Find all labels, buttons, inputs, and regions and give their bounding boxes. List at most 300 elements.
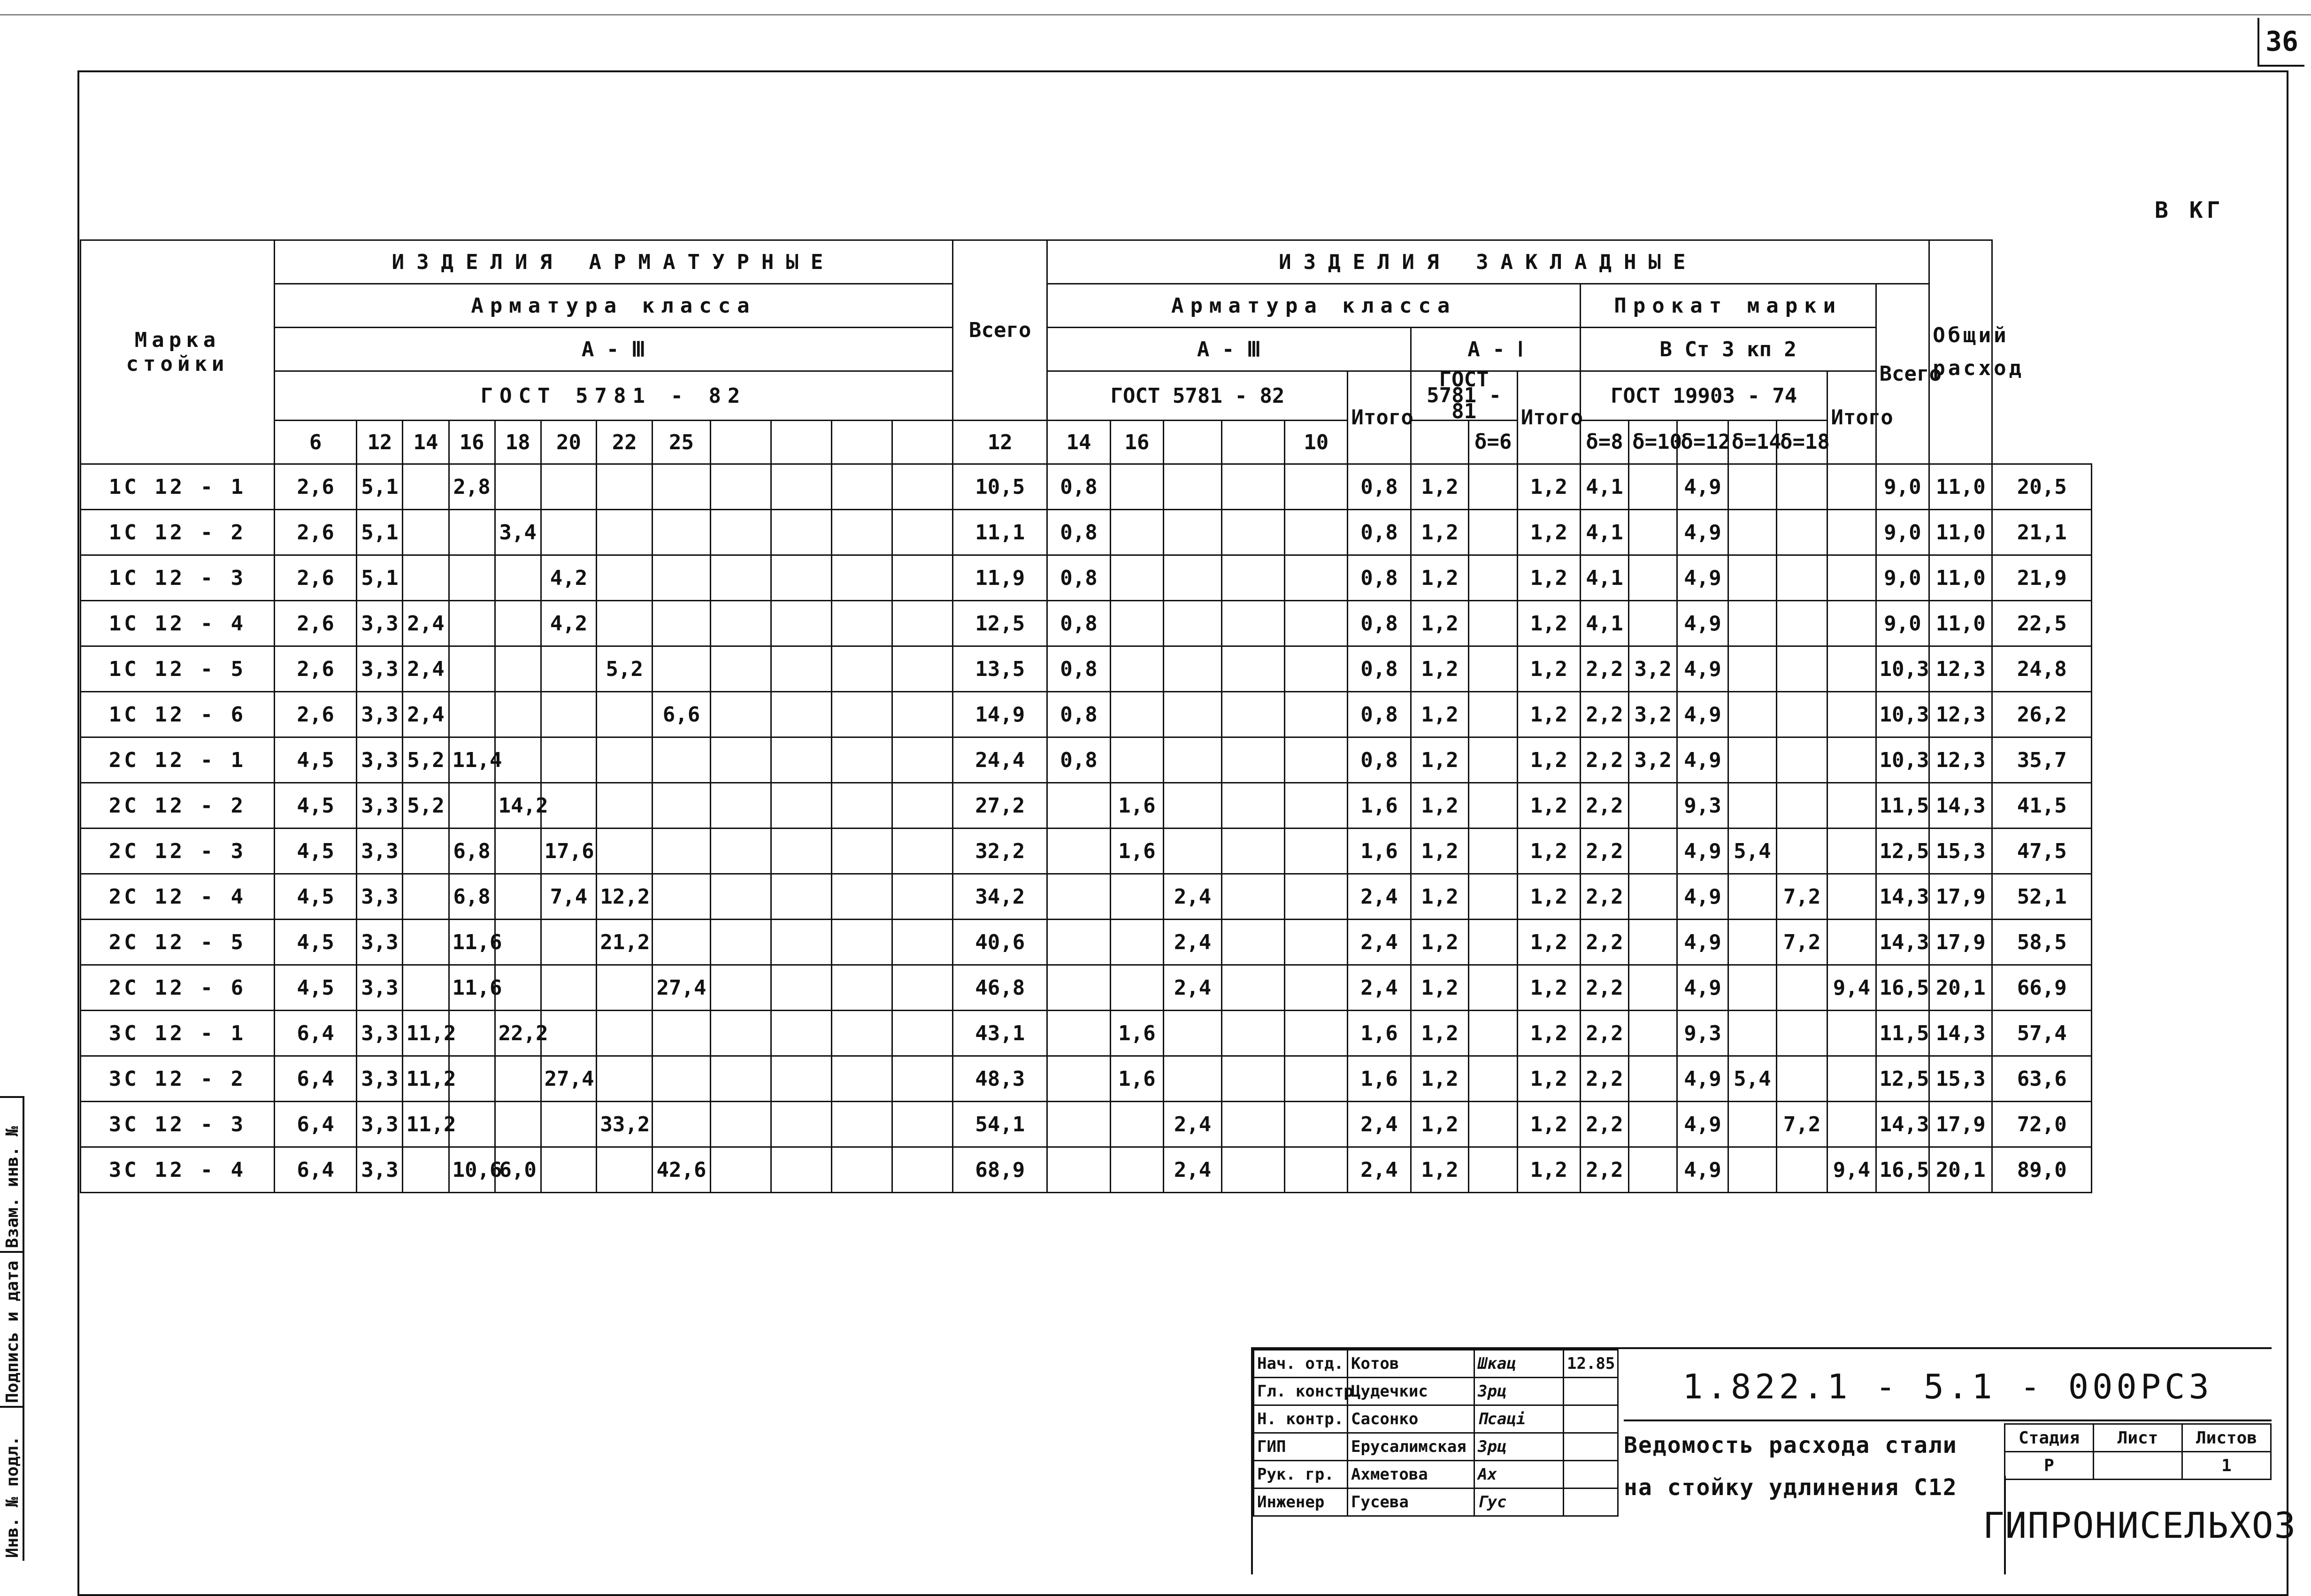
reinf-total: 27,2 (953, 783, 1047, 829)
reinf-cell: 11,6 (449, 920, 495, 965)
sheet-value (2094, 1452, 2182, 1480)
emb-a3-cell: 2,4 (1164, 920, 1222, 965)
reinf-cell: 5,1 (357, 464, 403, 510)
rolled-cell (1629, 874, 1677, 920)
rolled-cell (1776, 510, 1827, 555)
dia-reinf-0: 6 (274, 421, 356, 464)
reinf-cell: 5,1 (357, 510, 403, 555)
rolled-cell (1629, 555, 1677, 601)
reinf-cell: 4,5 (274, 829, 356, 874)
reinf-cell: 12,2 (597, 874, 653, 920)
signature-table (1253, 1349, 1619, 1517)
document-title: Ведомость расхода стали на стойку удлинения С12 (1624, 1432, 1958, 1501)
reinf-cell (710, 646, 771, 692)
reinf-cell (597, 1056, 653, 1102)
emb-a3-cell (1285, 555, 1348, 601)
mark-header: Марка стойки (81, 240, 275, 464)
reinf-cell: 6,0 (495, 1147, 541, 1193)
rolled-itogo: 14,3 (1876, 1102, 1929, 1147)
emb-a3-cell (1164, 1056, 1222, 1102)
signature-mark: Зрц (1474, 1378, 1564, 1405)
reinf-cell (653, 1056, 711, 1102)
emb-total: 11,0 (1929, 464, 1992, 510)
row-mark: 2С 12 - 3 (81, 829, 275, 874)
emb-a3-cell (1285, 464, 1348, 510)
emb-a3-cell (1222, 464, 1285, 510)
reinf-cell: 4,2 (541, 601, 597, 646)
rolled-cell (1776, 464, 1827, 510)
signature-row (1254, 1433, 1618, 1461)
reinf-cell: 6,6 (653, 692, 711, 737)
emb-a3-itogo: 2,4 (1348, 874, 1411, 920)
rolled-cell (1629, 965, 1677, 1011)
reinf-cell (892, 510, 953, 555)
emb-a1-itogo: 1,2 (1517, 692, 1580, 737)
reinf-total: 10,5 (953, 464, 1047, 510)
reinf-cell: 4,5 (274, 737, 356, 783)
signature-name: Гусева (1348, 1489, 1474, 1516)
reinf-cell: 3,3 (357, 692, 403, 737)
emb-a3-cell (1222, 692, 1285, 737)
reinf-cell (710, 464, 771, 510)
emb-a1-cell (1469, 464, 1517, 510)
dia-emb-a1-1 (1411, 421, 1469, 464)
reinf-cell (597, 464, 653, 510)
rolled-cell (1776, 1011, 1827, 1056)
rolled-cell (1827, 737, 1876, 783)
rolled-cell: 3,2 (1629, 692, 1677, 737)
reinf-cell (495, 555, 541, 601)
reinf-cell (541, 1147, 597, 1193)
emb-a3-cell (1222, 737, 1285, 783)
emb-a1-cell (1469, 737, 1517, 783)
emb-a3-itogo: 1,6 (1348, 1011, 1411, 1056)
emb-rebar-class-header: Арматура класса (1047, 284, 1581, 328)
reinf-cell: 2,6 (274, 692, 356, 737)
side-approval-strip: Взам. инв. № Подпись и дата Инв. № подл. (0, 1096, 24, 1561)
emb-a3-cell (1285, 920, 1348, 965)
emb-a3-cell (1222, 920, 1285, 965)
emb-a1-itogo: 1,2 (1517, 965, 1580, 1011)
rolled-itogo: 9,0 (1876, 464, 1929, 510)
pr-itogo-header: Итого (1827, 371, 1876, 464)
reinf-cell (771, 1056, 831, 1102)
signature-mark: Псаці (1474, 1405, 1564, 1433)
reinf-cell (541, 1102, 597, 1147)
general-total: 22,5 (1992, 601, 2092, 646)
reinf-cell (449, 646, 495, 692)
rolled-cell: 9,3 (1677, 1011, 1728, 1056)
reinf-cell (597, 555, 653, 601)
table-row (81, 874, 2237, 920)
emb-a3-cell: 0,8 (1047, 692, 1110, 737)
rolled-cell: 4,9 (1677, 646, 1728, 692)
reinf-cell (495, 692, 541, 737)
rolled-cell (1728, 874, 1776, 920)
rolled-cell (1776, 1056, 1827, 1102)
reinf-cell: 11,4 (449, 737, 495, 783)
emb-a1-itogo: 1,2 (1517, 1147, 1580, 1193)
rolled-itogo: 9,0 (1876, 510, 1929, 555)
emb-a3-cell (1164, 646, 1222, 692)
table-row (81, 1011, 2237, 1056)
rolled-cell (1629, 601, 1677, 646)
reinf-cell (541, 692, 597, 737)
emb-a3-cell (1110, 874, 1164, 920)
reinf-cell (832, 646, 892, 692)
thickness-2: δ=10 (1629, 421, 1677, 464)
emb-a1-itogo: 1,2 (1517, 1056, 1580, 1102)
reinf-cell: 6,4 (274, 1011, 356, 1056)
rolled-cell (1629, 1011, 1677, 1056)
rolled-itogo: 9,0 (1876, 601, 1929, 646)
rolled-cell (1827, 510, 1876, 555)
reinf-cell (449, 601, 495, 646)
reinf-cell (403, 874, 449, 920)
rolled-cell (1728, 601, 1776, 646)
emb-a1-cell (1469, 601, 1517, 646)
emb-total: 17,9 (1929, 874, 1992, 920)
rolled-cell (1827, 920, 1876, 965)
emb-a3-cell (1164, 510, 1222, 555)
emb-a1-cell (1469, 783, 1517, 829)
top-border-line (0, 14, 2311, 15)
emb-a3-cell: 2,4 (1164, 965, 1222, 1011)
general-total: 66,9 (1992, 965, 2092, 1011)
rolled-cell: 2,2 (1580, 874, 1628, 920)
row-mark: 1С 12 - 1 (81, 464, 275, 510)
reinf-total: 12,5 (953, 601, 1047, 646)
emb-a3-cell (1222, 555, 1285, 601)
reinf-cell (771, 965, 831, 1011)
emb-a3-cell (1285, 646, 1348, 692)
emb-a3-cell: 0,8 (1047, 464, 1110, 510)
rolled-itogo: 12,5 (1876, 829, 1929, 874)
rolled-cell: 7,2 (1776, 874, 1827, 920)
emb-a3-cell: 1,6 (1110, 829, 1164, 874)
emb-a3-itogo: 0,8 (1348, 601, 1411, 646)
signature-name: Ахметова (1348, 1461, 1474, 1489)
general-total: 35,7 (1992, 737, 2092, 783)
table-row (81, 692, 2237, 737)
reinf-cell (653, 737, 711, 783)
reinf-cell (892, 692, 953, 737)
rolled-cell: 4,9 (1677, 1102, 1728, 1147)
general-total: 21,1 (1992, 510, 2092, 555)
general-total: 26,2 (1992, 692, 2092, 737)
signature-name: Сасонко (1348, 1405, 1474, 1433)
rolled-cell: 2,2 (1580, 692, 1628, 737)
emb-a3-cell (1285, 510, 1348, 555)
reinf-cell (832, 1147, 892, 1193)
dia-reinf-5: 20 (541, 421, 597, 464)
emb-a1-itogo: 1,2 (1517, 646, 1580, 692)
rolled-cell: 2,2 (1580, 646, 1628, 692)
reinf-cell (892, 1056, 953, 1102)
rolled-cell: 2,2 (1580, 1011, 1628, 1056)
rolled-cell: 2,2 (1580, 965, 1628, 1011)
emb-total: 20,1 (1929, 1147, 1992, 1193)
rolled-itogo: 10,3 (1876, 646, 1929, 692)
reinf-cell (892, 1102, 953, 1147)
reinf-cell: 5,2 (403, 783, 449, 829)
rolled-itogo: 12,5 (1876, 1056, 1929, 1102)
emb-a3-itogo: 1,6 (1348, 1056, 1411, 1102)
table-row (81, 510, 2237, 555)
stage-label: Стадия (2005, 1424, 2094, 1452)
reinf-cell: 11,2 (403, 1056, 449, 1102)
row-mark: 1С 12 - 4 (81, 601, 275, 646)
emb-a3-cell (1164, 737, 1222, 783)
emb-a1-cell: 1,2 (1411, 692, 1469, 737)
emb-a3-cell (1110, 510, 1164, 555)
emb-a3-cell (1285, 692, 1348, 737)
rolled-cell (1728, 464, 1776, 510)
emb-gost-5781-header: ГОСТ 5781 - 82 (1047, 371, 1348, 421)
reinf-cell (495, 874, 541, 920)
reinf-cell (541, 965, 597, 1011)
signature-name: Цудечкис (1348, 1378, 1474, 1405)
emb-a1-cell: 1,2 (1411, 510, 1469, 555)
emb-total: 14,3 (1929, 1011, 1992, 1056)
reinf-cell (597, 692, 653, 737)
reinf-cell: 11,2 (403, 1011, 449, 1056)
emb-a3-cell (1047, 829, 1110, 874)
reinf-cell: 3,3 (357, 920, 403, 965)
thickness-1: δ=8 (1580, 421, 1628, 464)
emb-a1-cell (1469, 874, 1517, 920)
emb-total: 20,1 (1929, 965, 1992, 1011)
emb-a3-cell (1222, 646, 1285, 692)
reinf-cell (710, 555, 771, 601)
rolled-cell: 2,2 (1580, 1056, 1628, 1102)
dia-emb-a3-0: 12 (953, 421, 1047, 464)
reinf-cell (403, 829, 449, 874)
row-mark: 1С 12 - 6 (81, 692, 275, 737)
dia-emb-a1-0: 10 (1285, 421, 1348, 464)
reinf-total: 11,1 (953, 510, 1047, 555)
row-mark: 2С 12 - 2 (81, 783, 275, 829)
reinf-cell (832, 1056, 892, 1102)
reinf-cell (832, 464, 892, 510)
signature-date (1564, 1461, 1618, 1489)
emb-a3-cell (1047, 920, 1110, 965)
rolled-cell (1728, 965, 1776, 1011)
a3-itogo-header: Итого (1348, 371, 1411, 464)
emb-a3-cell (1285, 965, 1348, 1011)
emb-a1-cell: 1,2 (1411, 1147, 1469, 1193)
emb-a3-cell: 0,8 (1047, 646, 1110, 692)
reinf-cell (653, 829, 711, 874)
group-reinforcement-header: ИЗДЕЛИЯ АРМАТУРНЫЕ (274, 240, 952, 284)
signature-date (1564, 1405, 1618, 1433)
reinf-cell: 3,3 (357, 1056, 403, 1102)
gost-19903-header: ГОСТ 19903 - 74 (1580, 371, 1827, 421)
document-code: 1.822.1 - 5.1 - 000РС3 (1624, 1354, 2272, 1421)
reinf-cell (653, 510, 711, 555)
reinf-cell (771, 646, 831, 692)
rolled-cell (1827, 601, 1876, 646)
emb-a3-cell (1110, 920, 1164, 965)
reinf-total: 14,9 (953, 692, 1047, 737)
emb-a1-itogo: 1,2 (1517, 601, 1580, 646)
emb-a1-cell (1469, 646, 1517, 692)
emb-a1-cell: 1,2 (1411, 737, 1469, 783)
reinf-cell: 10,6 (449, 1147, 495, 1193)
emb-a1-cell (1469, 920, 1517, 965)
emb-total: 12,3 (1929, 737, 1992, 783)
dia-reinf-10 (832, 421, 892, 464)
reinf-cell (771, 464, 831, 510)
dia-emb-a3-1: 14 (1047, 421, 1110, 464)
emb-a1-itogo: 1,2 (1517, 737, 1580, 783)
emb-total-header: Всего (1876, 284, 1929, 464)
row-mark: 3С 12 - 4 (81, 1147, 275, 1193)
reinf-total: 46,8 (953, 965, 1047, 1011)
emb-a3-itogo: 0,8 (1348, 510, 1411, 555)
emb-a3-cell (1222, 783, 1285, 829)
row-mark: 3С 12 - 3 (81, 1102, 275, 1147)
emb-a3-cell (1164, 555, 1222, 601)
reinf-cell (495, 601, 541, 646)
reinf-cell (495, 464, 541, 510)
dia-reinf-1: 12 (357, 421, 403, 464)
reinf-cell (710, 1102, 771, 1147)
reinf-cell (710, 601, 771, 646)
emb-a1-itogo: 1,2 (1517, 829, 1580, 874)
emb-total: 17,9 (1929, 1102, 1992, 1147)
general-total: 24,8 (1992, 646, 2092, 692)
rolled-itogo: 10,3 (1876, 737, 1929, 783)
rolled-cell: 2,2 (1580, 1147, 1628, 1193)
emb-a3-cell (1222, 601, 1285, 646)
table-row (81, 829, 2237, 874)
rolled-cell: 2,2 (1580, 737, 1628, 783)
reinf-cell (892, 965, 953, 1011)
reinf-cell: 2,4 (403, 601, 449, 646)
reinf-cell: 3,3 (357, 874, 403, 920)
reinf-cell (403, 510, 449, 555)
table-row (81, 464, 2237, 510)
signature-row (1254, 1461, 1618, 1489)
emb-a3-cell (1047, 783, 1110, 829)
emb-a3-cell (1222, 965, 1285, 1011)
reinf-cell: 5,2 (403, 737, 449, 783)
emb-a3-cell (1285, 874, 1348, 920)
reinf-cell: 2,4 (403, 646, 449, 692)
stage-table (2004, 1423, 2272, 1480)
rebar-class-header: Арматура класса (274, 284, 952, 328)
emb-a1-itogo: 1,2 (1517, 874, 1580, 920)
reinf-cell (449, 783, 495, 829)
emb-a3-itogo: 2,4 (1348, 920, 1411, 965)
reinf-cell: 6,8 (449, 829, 495, 874)
reinf-cell (495, 1056, 541, 1102)
reinf-cell: 3,3 (357, 965, 403, 1011)
rolled-itogo: 10,3 (1876, 692, 1929, 737)
reinf-cell: 3,3 (357, 1011, 403, 1056)
emb-a3-cell (1222, 1056, 1285, 1102)
rolled-itogo: 11,5 (1876, 783, 1929, 829)
reinf-cell (541, 737, 597, 783)
table-row (81, 1102, 2237, 1147)
reinf-cell (832, 601, 892, 646)
reinf-cell (710, 737, 771, 783)
row-mark: 2С 12 - 4 (81, 874, 275, 920)
rolled-cell (1728, 692, 1776, 737)
dia-reinf-8 (710, 421, 771, 464)
rolled-itogo: 11,5 (1876, 1011, 1929, 1056)
reinf-cell: 27,4 (541, 1056, 597, 1102)
stage-value: Р (2005, 1452, 2094, 1480)
reinf-cell (892, 555, 953, 601)
signature-date: 12.85 (1564, 1350, 1618, 1378)
emb-a1-cell: 1,2 (1411, 783, 1469, 829)
emb-a1-itogo: 1,2 (1517, 1011, 1580, 1056)
emb-total: 11,0 (1929, 601, 1992, 646)
reinf-total: 24,4 (953, 737, 1047, 783)
emb-a3-cell (1047, 874, 1110, 920)
reinf-cell (653, 783, 711, 829)
emb-a1-cell: 1,2 (1411, 1056, 1469, 1102)
rolled-cell: 4,9 (1677, 464, 1728, 510)
emb-a1-cell: 1,2 (1411, 601, 1469, 646)
rolled-cell: 4,9 (1677, 874, 1728, 920)
reinf-cell (771, 692, 831, 737)
rolled-brand-header: Прокат марки (1580, 284, 1876, 328)
emb-a3-cell: 0,8 (1047, 510, 1110, 555)
general-total: 41,5 (1992, 783, 2092, 829)
reinf-cell (653, 920, 711, 965)
reinf-total: 54,1 (953, 1102, 1047, 1147)
emb-a3-itogo: 0,8 (1348, 464, 1411, 510)
dia-reinf-7: 25 (653, 421, 711, 464)
reinf-cell (403, 464, 449, 510)
reinf-cell (771, 874, 831, 920)
reinf-cell (832, 874, 892, 920)
emb-a3-itogo: 0,8 (1348, 737, 1411, 783)
row-mark: 1С 12 - 2 (81, 510, 275, 555)
rolled-cell (1827, 692, 1876, 737)
emb-a1-itogo: 1,2 (1517, 783, 1580, 829)
signature-role: Н. контр. (1254, 1405, 1348, 1433)
reinf-cell (597, 510, 653, 555)
emb-a3-cell (1164, 783, 1222, 829)
rolled-cell (1776, 829, 1827, 874)
thickness-3: δ=12 (1677, 421, 1728, 464)
reinf-cell (403, 1147, 449, 1193)
rolled-itogo: 9,0 (1876, 555, 1929, 601)
reinf-cell (541, 920, 597, 965)
emb-a3-cell: 1,6 (1110, 1011, 1164, 1056)
reinf-cell (832, 829, 892, 874)
signature-date (1564, 1489, 1618, 1516)
rolled-cell: 3,2 (1629, 646, 1677, 692)
reinf-cell: 14,2 (495, 783, 541, 829)
signature-mark: Гус (1474, 1489, 1564, 1516)
reinf-total: 13,5 (953, 646, 1047, 692)
emb-a1-cell: 1,2 (1411, 874, 1469, 920)
emb-total: 15,3 (1929, 1056, 1992, 1102)
signature-mark: Зрц (1474, 1433, 1564, 1461)
rolled-itogo: 16,5 (1876, 1147, 1929, 1193)
emb-a3-cell (1110, 965, 1164, 1011)
emb-a3-itogo: 1,6 (1348, 829, 1411, 874)
dia-emb-a3-4 (1222, 421, 1285, 464)
rolled-cell (1827, 555, 1876, 601)
rolled-cell: 4,9 (1677, 829, 1728, 874)
emb-a3-itogo: 2,4 (1348, 1147, 1411, 1193)
